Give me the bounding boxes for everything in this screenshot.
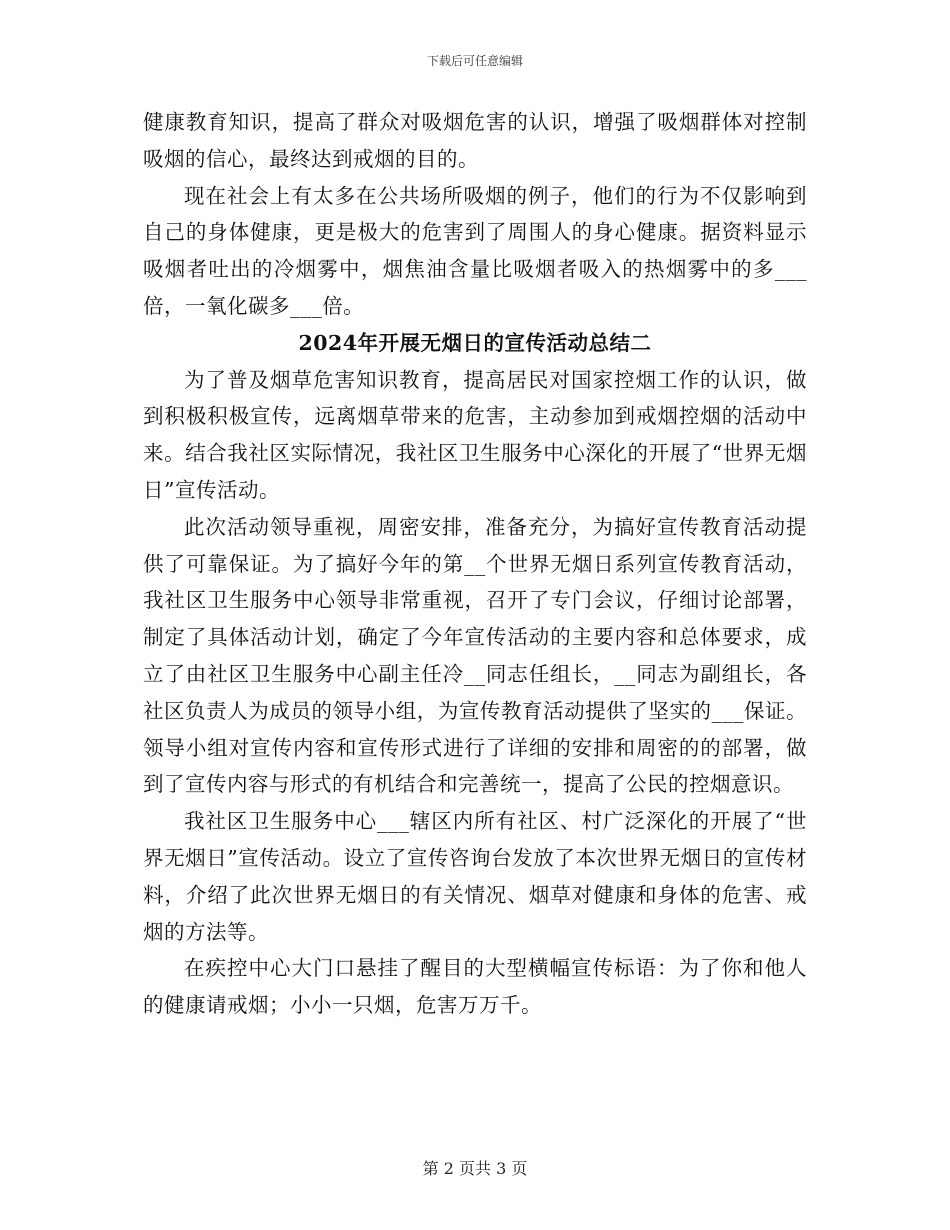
paragraph-continuation: 健康教育知识，提高了群众对吸烟危害的认识，增强了吸烟群体对控制吸烟的信心，最终达到戒烟的目的。	[143, 110, 807, 171]
document-body	[143, 104, 807, 1024]
page-footer: 第 2 页共 3 页	[422, 1159, 528, 1178]
page-header: 下载后可任意编辑	[426, 54, 523, 68]
paragraph-public-smoking: 现在社会上有太多在公共场所吸烟的例子，他们的行为不仅影响到自己的身体健康，更是极大的危害到了周围人的身心健康。据资料显示吸烟者吐出的冷烟雾中，烟焦油含量比吸烟者吸入的热烟雾中的多___倍，一氧化碳多___倍。	[143, 183, 807, 318]
paragraph-intro: 为了普及烟草危害知识教育，提高居民对国家控烟工作的认识，做到积极积极宣传，远离烟草带来的危害，主动参加到戒烟控烟的活动中来。结合我社区实际情况，我社区卫生服务中心深化的开展了“世界无烟日”宣传活动。	[143, 367, 807, 502]
section-heading: 2024年开展无烟日的宣传活动总结二	[298, 330, 652, 355]
paragraph-activities: 我社区卫生服务中心___辖区内所有社区、村广泛深化的开展了“世界无烟日”宣传活动。设立了宣传咨询台发放了本次世界无烟日的宣传材料，介绍了此次世界无烟日的有关情况、烟草对健康和身体的危害、戒烟的方法等。	[143, 809, 807, 944]
paragraph-banner: 在疾控中心大门口悬挂了醒目的大型横幅宣传标语：为了你和他人的健康请戒烟；小小一只烟，危害万万千。	[143, 956, 807, 1018]
paragraph-leadership: 此次活动领导重视，周密安排，准备充分，为搞好宣传教育活动提供了可靠保证。为了搞好今年的第__个世界无烟日系列宣传教育活动，我社区卫生服务中心领导非常重视，召开了专门会议，仔细讨论部署，制定了具体活动计划，确定了今年宣传活动的主要内容和总体要求，成立了由社区卫生服务中心副主任冷__同志任组长，__同志为副组长，各社区负责人为成员的领导小组，为宣传教育活动提供了坚实的___保证。领导小组对宣传内容和宣传形式进行了详细的安排和周密的的部署，做到了宣传内容与形式的有机结合和完善统一，提高了公民的控烟意识。	[143, 514, 807, 797]
